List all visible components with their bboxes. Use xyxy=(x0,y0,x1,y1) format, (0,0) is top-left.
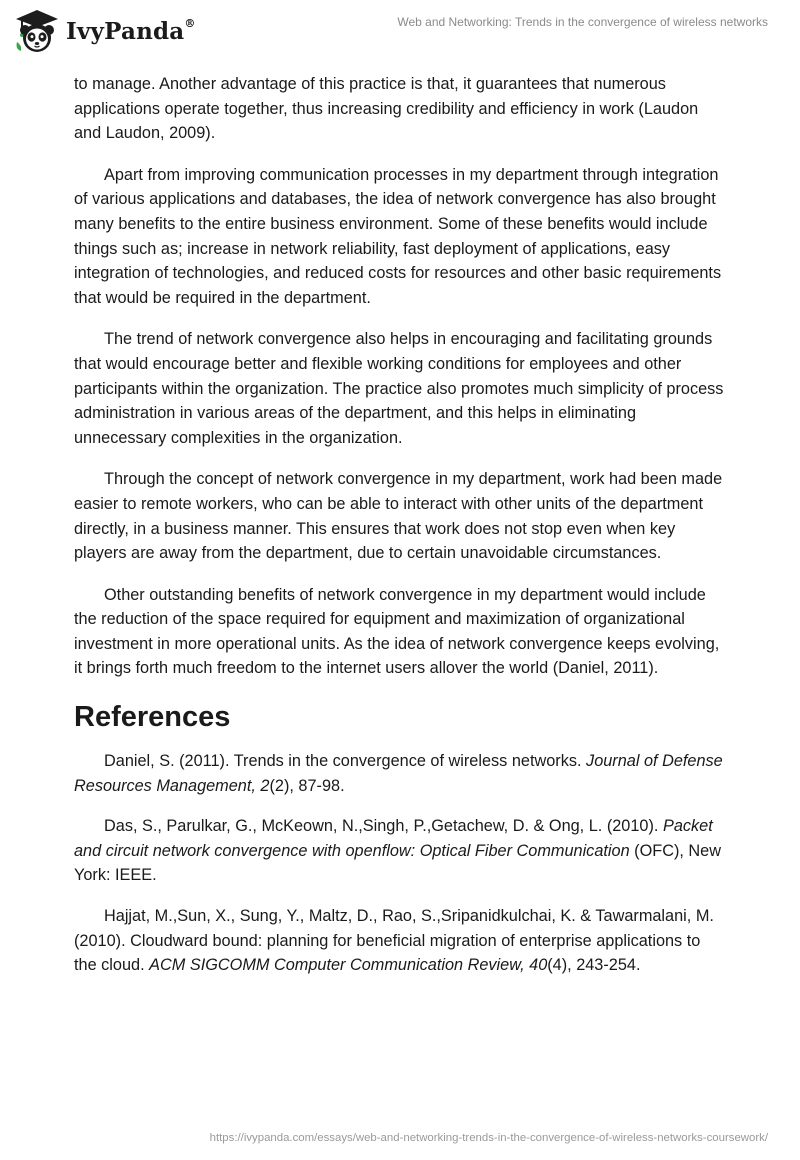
paragraph: Other outstanding benefits of network convergence in my department would include the reduction of the space required for equipment and maximization of organizational investment in more operational units. As the idea of network convergence keeps evolving, it brings forth much freedom to the internet users allover the world (Daniel, 2011). xyxy=(74,585,720,678)
paragraph: Apart from improving communication processes in my department through integration of various applications and databases, the idea of network convergence has also brought many benefits to the entire business environment. Some of these benefits would include things such as; increase in network reliability, fast deployment of applications, easy integration of technologies, and reduced costs for resources and other basic requirements that would be required in the department. xyxy=(74,165,722,307)
reference-text: (4), 243-254. xyxy=(547,956,641,975)
reference-text: Das, S., Parulkar, G., McKeown, N.,Singh, P.,Getachew, D. & Ong, L. (2010). xyxy=(104,817,663,836)
reference-item xyxy=(74,814,724,888)
reference-text: (2), 87-98. xyxy=(269,776,345,795)
document-body xyxy=(74,72,724,994)
reference-source: Journal of Defense Resources Management, 2 xyxy=(74,752,723,795)
source-url-link[interactable]: https://ivypanda.com/essays/web-and-networking-trends-in-the-convergence-of-wireless-networks-coursework/ xyxy=(209,1132,768,1144)
reference-text: Hajjat, M.,Sun, X., Sung, Y., Maltz, D., Rao, S.,Sripanidkulchai, K. & Tawarmalani, M. (2010). Cloudward bound: planning for beneficial migration of enterprise applications to the cloud. xyxy=(74,907,714,975)
panda-graduate-icon xyxy=(14,8,60,54)
reference-source: ACM SIGCOMM Computer Communication Review, 40 xyxy=(149,956,548,975)
paragraph-continued: to manage. Another advantage of this practice is that, it guarantees that numerous applications operate together, thus increasing credibility and efficiency in work (Laudon and Laudon, 2009). xyxy=(74,75,699,143)
running-title: Web and Networking: Trends in the convergence of wireless networks xyxy=(397,15,768,29)
brand-name: IvyPanda® xyxy=(66,16,196,45)
ivypanda-logo[interactable] xyxy=(14,8,196,54)
paragraph: Through the concept of network convergence in my department, work had been made easier to remote workers, who can be able to interact with other units of the department directly, in a business manner. This ensures that work does not stop even when key players are away from the department, due to certain unavoidable circumstances. xyxy=(74,470,723,563)
reference-text: (OFC), New York: IEEE. xyxy=(74,841,721,885)
reference-item xyxy=(74,749,724,798)
page-header xyxy=(0,0,800,62)
paragraph: The trend of network convergence also helps in encouraging and facilitating grounds that would encourage better and flexible working conditions for employees and other participants within the organization. The practice also promotes much simplicity of process administration in various areas of the department, and this helps in eliminating unnecessary complexities in the organization. xyxy=(74,330,724,447)
reference-item xyxy=(74,904,724,978)
references-heading: References xyxy=(74,701,231,734)
reference-source: Packet and circuit network convergence with openflow: Optical Fiber Communication xyxy=(74,817,713,860)
reference-text: Daniel, S. (2011). Trends in the convergence of wireless networks. xyxy=(104,752,587,771)
